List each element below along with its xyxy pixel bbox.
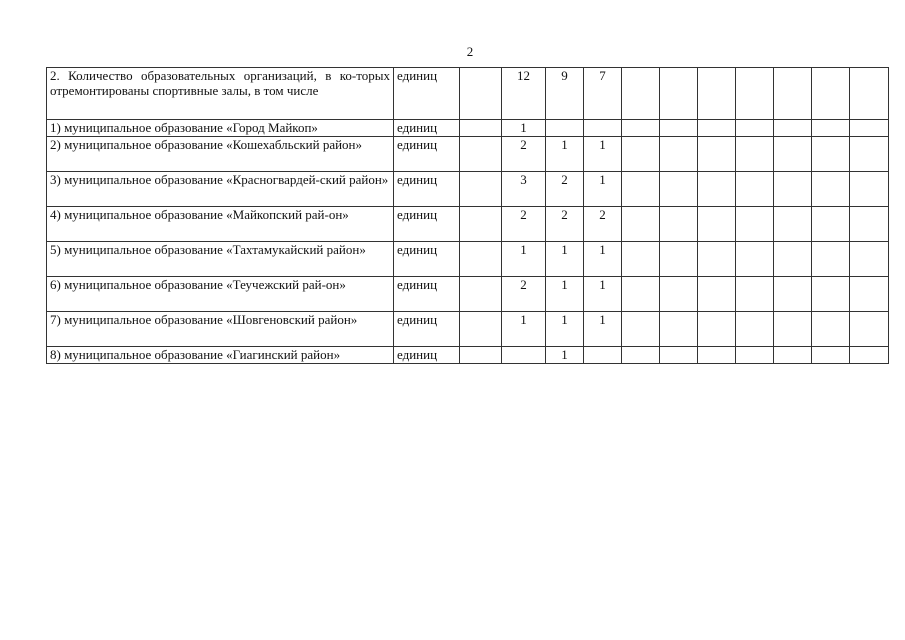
value-cell [850, 68, 889, 120]
value-cell [736, 137, 774, 172]
value-cell [660, 120, 698, 137]
row-name-cell: 6) муниципальное образование «Теучежский рай-он» [47, 277, 394, 312]
value-cell [660, 172, 698, 207]
value-cell: 2 [502, 277, 546, 312]
row-name-cell: 2) муниципальное образование «Кошехабльский район» [47, 137, 394, 172]
value-cell [460, 347, 502, 364]
row-name-cell: 4) муниципальное образование «Майкопский рай-он» [47, 207, 394, 242]
page-number: 2 [466, 44, 474, 59]
value-cell [546, 120, 584, 137]
value-cell [812, 242, 850, 277]
value-cell [698, 277, 736, 312]
value-cell [622, 137, 660, 172]
value-cell [660, 137, 698, 172]
value-cell [812, 347, 850, 364]
value-cell [622, 242, 660, 277]
value-cell: 2 [502, 207, 546, 242]
table-row [47, 312, 889, 347]
table-row [47, 68, 889, 120]
value-cell [774, 68, 812, 120]
row-name-cell: 5) муниципальное образование «Тахтамукайский район» [47, 242, 394, 277]
row-name-cell: 2. Количество образовательных организаций, в ко-торых отремонтированы спортивные залы, в том числе [47, 68, 394, 120]
value-cell: 1 [502, 312, 546, 347]
row-name-cell: 1) муниципальное образование «Город Майкоп» [47, 120, 394, 137]
value-cell [774, 120, 812, 137]
value-cell [460, 120, 502, 137]
value-cell: 3 [502, 172, 546, 207]
value-cell [622, 172, 660, 207]
value-cell [698, 347, 736, 364]
value-cell [622, 277, 660, 312]
value-cell [660, 347, 698, 364]
value-cell [850, 277, 889, 312]
value-cell [736, 277, 774, 312]
row-name-cell: 7) муниципальное образование «Шовгеновский район» [47, 312, 394, 347]
value-cell [850, 347, 889, 364]
value-cell: 1 [584, 277, 622, 312]
value-cell [850, 120, 889, 137]
table-row [47, 242, 889, 277]
value-cell: 1 [546, 347, 584, 364]
value-cell [812, 277, 850, 312]
value-cell [584, 120, 622, 137]
value-cell [460, 277, 502, 312]
value-cell [460, 242, 502, 277]
value-cell [774, 137, 812, 172]
value-cell [850, 172, 889, 207]
data-table [46, 67, 889, 364]
value-cell [850, 137, 889, 172]
value-cell [584, 347, 622, 364]
table-row [47, 172, 889, 207]
value-cell: 1 [546, 312, 584, 347]
table-row [47, 207, 889, 242]
value-cell: 2 [546, 207, 584, 242]
value-cell [660, 207, 698, 242]
table-body [47, 68, 889, 364]
value-cell: 1 [546, 242, 584, 277]
value-cell [850, 242, 889, 277]
value-cell [774, 172, 812, 207]
value-cell [460, 68, 502, 120]
row-unit-cell: единиц [394, 242, 460, 277]
value-cell [736, 68, 774, 120]
value-cell [460, 172, 502, 207]
row-unit-cell: единиц [394, 347, 460, 364]
value-cell: 1 [584, 312, 622, 347]
row-unit-cell: единиц [394, 120, 460, 137]
value-cell [660, 277, 698, 312]
row-name-cell: 3) муниципальное образование «Красногвардей-ский район» [47, 172, 394, 207]
value-cell [774, 277, 812, 312]
value-cell [736, 347, 774, 364]
value-cell [698, 68, 736, 120]
row-unit-cell: единиц [394, 68, 460, 120]
value-cell: 2 [502, 137, 546, 172]
value-cell [660, 312, 698, 347]
value-cell: 9 [546, 68, 584, 120]
row-name-cell: 8) муниципальное образование «Гиагинский район» [47, 347, 394, 364]
value-cell [622, 207, 660, 242]
value-cell [812, 68, 850, 120]
value-cell [736, 120, 774, 137]
value-cell [460, 312, 502, 347]
value-cell [774, 347, 812, 364]
value-cell [698, 207, 736, 242]
table-row [47, 137, 889, 172]
value-cell [660, 68, 698, 120]
value-cell [698, 120, 736, 137]
value-cell [698, 242, 736, 277]
value-cell: 1 [546, 277, 584, 312]
value-cell: 1 [546, 137, 584, 172]
value-cell [736, 242, 774, 277]
table-row [47, 277, 889, 312]
value-cell: 7 [584, 68, 622, 120]
value-cell: 1 [584, 242, 622, 277]
value-cell [502, 347, 546, 364]
value-cell [698, 312, 736, 347]
value-cell [622, 68, 660, 120]
row-unit-cell: единиц [394, 277, 460, 312]
value-cell [774, 207, 812, 242]
table-row [47, 120, 889, 137]
value-cell [736, 172, 774, 207]
value-cell: 1 [584, 172, 622, 207]
row-unit-cell: единиц [394, 312, 460, 347]
value-cell [698, 137, 736, 172]
value-cell [660, 242, 698, 277]
value-cell [812, 120, 850, 137]
value-cell [812, 137, 850, 172]
value-cell [774, 242, 812, 277]
value-cell [736, 312, 774, 347]
value-cell [460, 137, 502, 172]
table-row [47, 347, 889, 364]
value-cell: 2 [546, 172, 584, 207]
value-cell: 1 [584, 137, 622, 172]
value-cell: 2 [584, 207, 622, 242]
value-cell: 12 [502, 68, 546, 120]
value-cell [736, 207, 774, 242]
value-cell [812, 172, 850, 207]
value-cell [850, 312, 889, 347]
value-cell [698, 172, 736, 207]
value-cell [850, 207, 889, 242]
value-cell [774, 312, 812, 347]
value-cell [622, 347, 660, 364]
row-unit-cell: единиц [394, 207, 460, 242]
value-cell [622, 312, 660, 347]
value-cell: 1 [502, 120, 546, 137]
value-cell [812, 312, 850, 347]
row-unit-cell: единиц [394, 172, 460, 207]
row-unit-cell: единиц [394, 137, 460, 172]
value-cell [460, 207, 502, 242]
value-cell: 1 [502, 242, 546, 277]
value-cell [812, 207, 850, 242]
value-cell [622, 120, 660, 137]
